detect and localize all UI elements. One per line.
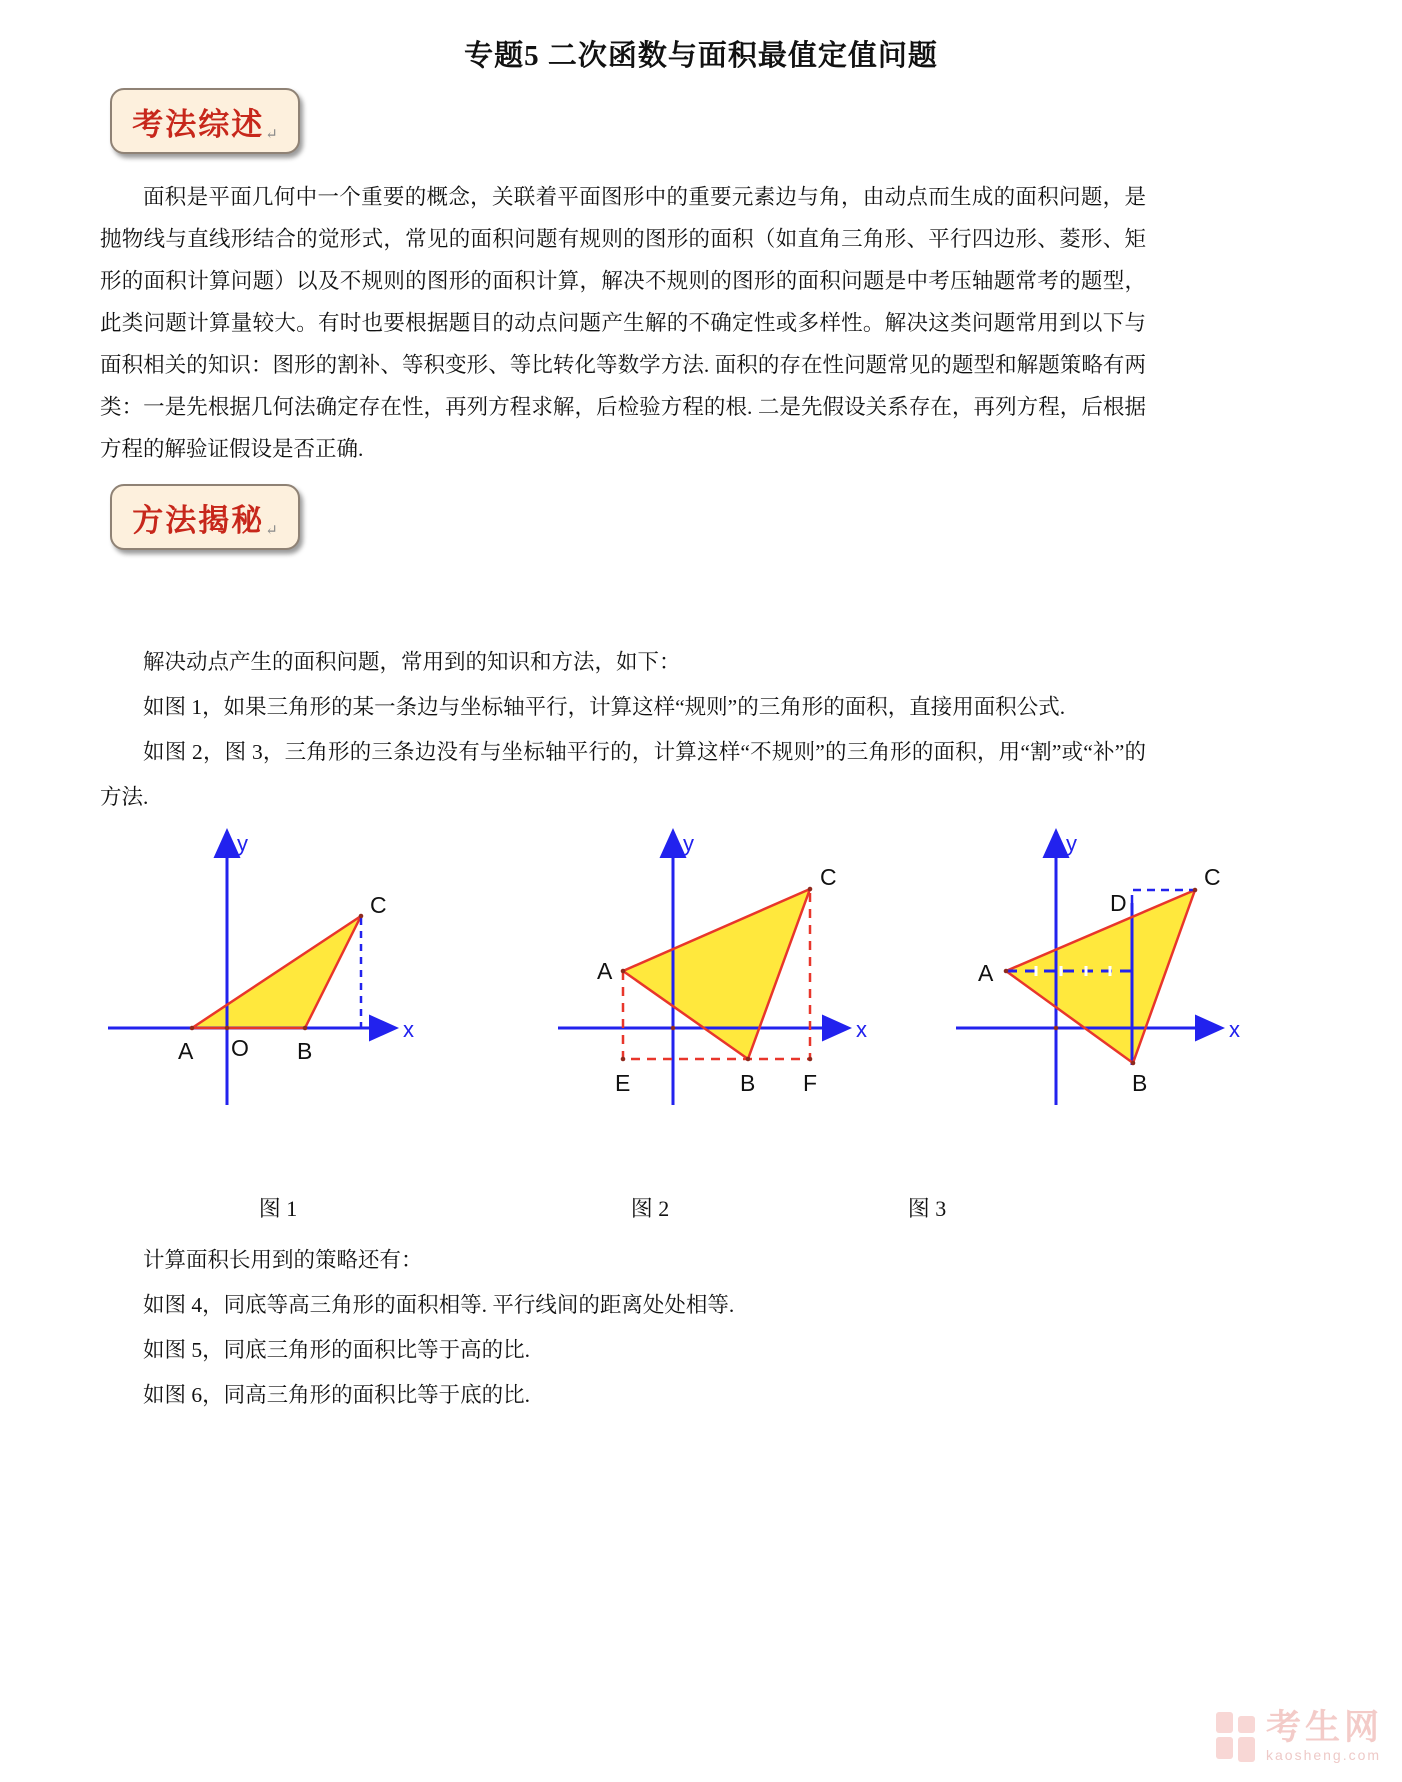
- point-label-c: C: [370, 892, 387, 918]
- method-intro-line: 解决动点产生的面积问题，常用到的知识和方法，如下：: [143, 650, 681, 674]
- method-fig23-line: 如图 2，图 3，三角形的三条边没有与坐标轴平行的，计算这样“不规则”的三角形的面积，用“割”或“补”的方法.: [100, 740, 1146, 809]
- point-label-f: F: [803, 1070, 818, 1096]
- point-label-d: D: [1110, 890, 1127, 916]
- figure-1-diagram: [100, 823, 430, 1113]
- y-axis-label: y: [237, 831, 248, 856]
- strategy-intro-line: 计算面积长用到的策略还有：: [143, 1248, 423, 1272]
- strategy-fig4-line: 如图 4，同底等高三角形的面积相等. 平行线间的距离处处相等.: [143, 1293, 735, 1317]
- method-section: [100, 640, 1146, 820]
- y-axis-label: y: [683, 831, 694, 856]
- figure-3-caption: 图 3: [907, 1196, 947, 1221]
- point-label-b: B: [740, 1070, 756, 1096]
- x-axis-label: x: [403, 1017, 414, 1042]
- strategy-fig6-line: 如图 6，同高三角形的面积比等于底的比.: [143, 1383, 531, 1407]
- triangle-fill: [1006, 890, 1195, 1063]
- point-label-b: B: [1132, 1070, 1148, 1096]
- figure-3-diagram: [868, 823, 1268, 1113]
- section-badge-method: [110, 484, 300, 550]
- section-badge-kaofa: [110, 88, 300, 154]
- figure-2-diagram: [540, 823, 880, 1113]
- y-axis-label: y: [1066, 831, 1077, 856]
- point-label-e: E: [615, 1070, 631, 1096]
- point-label-a: A: [597, 958, 613, 984]
- watermark-site-name: 考生网: [1266, 1708, 1384, 1747]
- point-label-a: A: [978, 960, 994, 986]
- badge-kaofa-label: 考法综述: [132, 106, 265, 142]
- point-label-b: B: [297, 1038, 313, 1064]
- point-label-c: C: [820, 864, 837, 890]
- paragraph-return-mark: ↵: [265, 523, 278, 539]
- point-label-a: A: [178, 1038, 194, 1064]
- page-title: 专题5 二次函数与面积最值定值问题: [464, 40, 938, 73]
- strategy-section: [100, 1238, 1146, 1418]
- site-watermark: [1216, 1710, 1383, 1762]
- figure-2-caption: 图 2: [630, 1196, 670, 1221]
- x-axis-label: x: [856, 1017, 867, 1042]
- kaosheng-logo-icon: [1216, 1710, 1258, 1762]
- triangle-fill: [623, 889, 810, 1059]
- watermark-site-url: kaosheng.com: [1266, 1747, 1382, 1763]
- x-axis-label: x: [1229, 1017, 1240, 1042]
- paragraph-return-mark: ↵: [265, 127, 278, 143]
- intro-paragraph: 面积是平面几何中一个重要的概念，关联着平面图形中的重要元素边与角，由动点而生成的面积问题，是抛物线与直线形结合的觉形式，常见的面积问题有规则的图形的面积（如直角三角形、平行四边形、菱形、矩形的面积计算问题）以及不规则的图形的面积计算，解决不规则的图形的面积问题是中考压轴题常考的题型，此类问题计算量较大。有时也要根据题目的动点问题产生解的不确定性或多样性。解决这类问题常用到以下与面积相关的知识：图形的割补、等积变形、等比转化等数学方法. 面积的存在性问题常见的题型和解题策略有两类：一是先根据几何法确定存在性，再列方程求解，后检验方程的根. 二是先假设关系存在，再列方程，后根据方程的解验证假设是否正确.: [100, 185, 1146, 461]
- strategy-fig5-line: 如图 5，同底三角形的面积比等于高的比.: [143, 1338, 531, 1362]
- figure-1-caption: 图 1: [258, 1196, 298, 1221]
- point-label-c: C: [1204, 864, 1221, 890]
- method-fig1-line: 如图 1，如果三角形的某一条边与坐标轴平行，计算这样“规则”的三角形的面积，直接用面积公式.: [143, 695, 1066, 719]
- point-label-o: O: [231, 1035, 249, 1061]
- badge-method-label: 方法揭秘: [132, 502, 265, 538]
